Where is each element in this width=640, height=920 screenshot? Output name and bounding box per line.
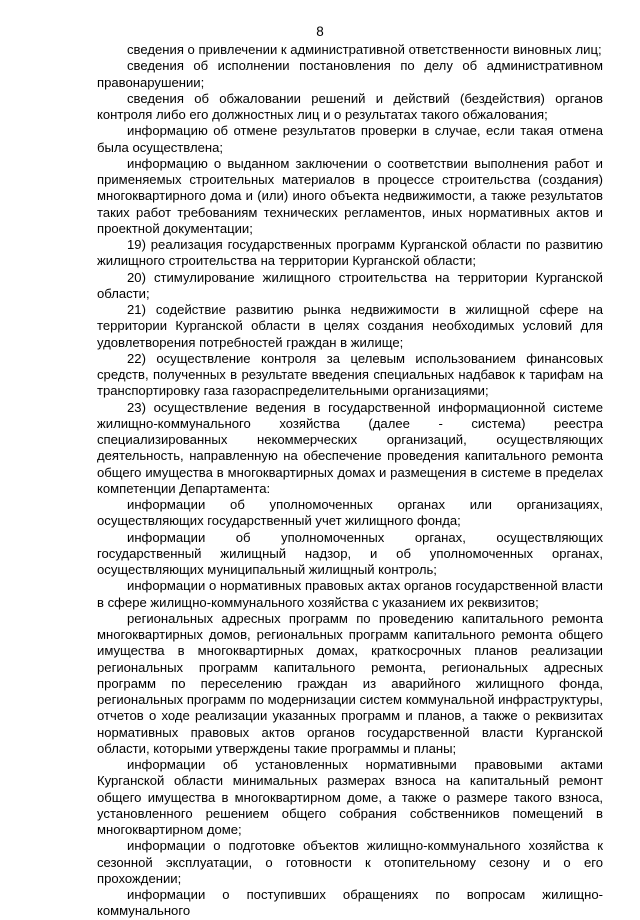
paragraph: сведения об обжаловании решений и действий (бездействия) органов контроля либо его должностных лиц и о результатах такого обжалования;: [97, 90, 603, 122]
paragraph: сведения об исполнении постановления по делу об административном правонарушении;: [97, 58, 603, 90]
paragraph: информацию о выданном заключении о соответствии выполнения работ и применяемых строительных материалов в процессе строительства (создания) многоквартирного дома и (или) иного объекта недвижимости, а также результатов таких работ требованиям технических регламентов, иных нормативных актов и проектной документации;: [97, 155, 603, 236]
paragraph: информацию об отмене результатов проверки в случае, если такая отмена была осуществлена;: [97, 123, 603, 155]
paragraph: информации о подготовке объектов жилищно-коммунального хозяйства к сезонной эксплуатации, о готовности к отопительному сезону и о его прохождении;: [97, 838, 603, 886]
paragraph: информации о поступивших обращениях по вопросам жилищно-коммунального: [97, 887, 603, 919]
paragraph: информации об уполномоченных органах или организациях, осуществляющих государственный учет жилищного фонда;: [97, 497, 603, 529]
paragraph: региональных адресных программ по проведению капитального ремонта многоквартирных домов, региональных программ капитального ремонта общего имущества в многоквартирных домах, краткосрочных планов реализации региональных программ капитального ремонта, региональных адресных программ по переселению граждан из аварийного жилищного фонда, региональных программ по модернизации систем коммунальной инфраструктуры, отчетов о ходе реализации указанных программ и планов, а также о реквизитах нормативных правовых актов органов государственной власти Курганской области, которыми утверждены такие программы и планы;: [97, 610, 603, 756]
paragraph: информации об установленных нормативными правовыми актами Курганской области минимальных размерах взноса на капитальный ремонт общего имущества в многоквартирном доме, а также о размере такого взноса, установленного решением общего собрания собственников помещений в многоквартирном доме;: [97, 757, 603, 837]
paragraph: информации об уполномоченных органах, осуществляющих государственный жилищный надзор, и об уполномоченных органах, осуществляющих муниципальный жилищный контроль;: [97, 529, 603, 577]
paragraph: 22) осуществление контроля за целевым использованием финансовых средств, полученных в результате введения специальных надбавок к тарифам на транспортировку газа газораспределительными организациями;: [97, 350, 603, 399]
page-number: 8: [316, 24, 324, 39]
paragraph: информации о нормативных правовых актах органов государственной власти в сфере жилищно-коммунального хозяйства с указанием их реквизитов;: [97, 578, 603, 610]
paragraph: сведения о привлечении к административной ответственности виновных лиц;: [127, 42, 602, 57]
paragraph: 21) содействие развитию рынка недвижимости в жилищной сфере на территории Курганской области в целях создания необходимых условий для удовлетворения потребностей граждан в жилище;: [97, 302, 603, 350]
document-body: [97, 42, 603, 920]
paragraph: 23) осуществление ведения в государственной информационной системе жилищно-коммунального хозяйства (далее - система) реестра специализированных некоммерческих организаций, осуществляющих деятельность, направленную на обеспечение проведения капитального ремонта общего имущества в многоквартирных домах и размещения в системе в пределах компетенции Департамента:: [97, 399, 603, 496]
paragraph: 19) реализация государственных программ Курганской области по развитию жилищного строительства на территории Курганской области;: [97, 237, 603, 269]
paragraph: 20) стимулирование жилищного строительства на территории Курганской области;: [97, 269, 603, 301]
